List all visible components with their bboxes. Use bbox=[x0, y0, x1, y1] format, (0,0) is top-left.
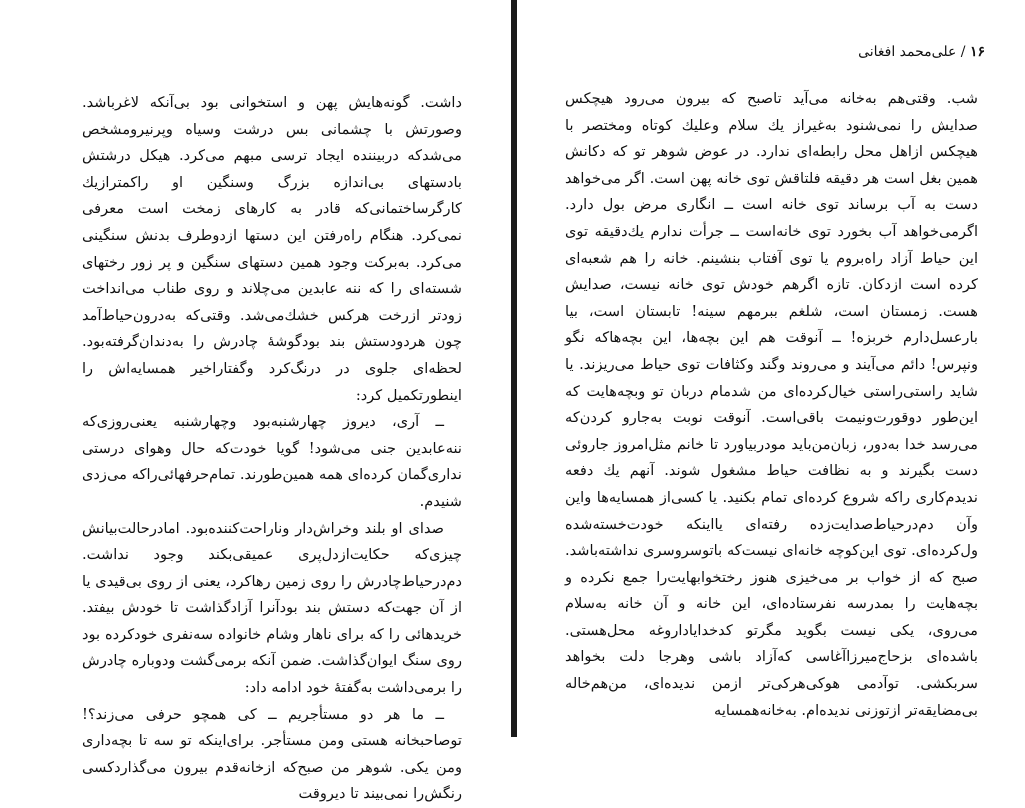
page-number: ۱۶ bbox=[969, 44, 985, 60]
left-page-text bbox=[82, 90, 462, 808]
paragraph: شب. وقتی‌هم به‌خانه می‌آید تاصبح که بیرون می‌رود هیچکس صدایش را نمی‌شنود به‌غیراز یك سلام وعلیك کوتاه ومختصر با هیچکس ازاهل محل رابطه‌ای ندارد. در عوض شوهر تو که دکانش همین بغل است هر دقیقه فلتاقش توی خانه پهن است. اگر می‌خواهد دست به آب برساند توی خانه است ــ انگاری مرض بول دارد. اگرمی‌خواهد آب بخورد توی خانه‌است ــ جرأت ندارم یك‌دقیقه توی این حیاط آزاد راه‌بروم یا توی آفتاب بنشینم. خانه را هم شعبه‌ای کرده است ازدکان. تازه اگرهم خودش توی خانه نیست، صدایش هست. زمستان است، شلغم ببرمهم سینه! تابستان است، بیا بارعسل‌دارم خربزه! ــ آنوقت هم این بچه‌ها، این بچه‌هاکه نگو ونپرس! دائم می‌آیند و می‌روند وگند وکثافات توی حیاط می‌ریزند. یا شاید راستی‌راستی خیال‌کرده‌ای من شدمام دربان تو وبچه‌هایت که این‌طور دوقورت‌ونیمت باقی‌است. آنوقت نوبت به‌جارو کردن‌که می‌رسد خدا به‌دور، زبان‌من‌باید مودربیاورد تا خانم مثل‌امروز جاروئی دست بگیرند و به نظافت حیاط مشغول شوند. آنهم یك دفعه ندیدم‌کاری راکه شروع کرده‌ای تمام بکنید. یا کسی‌از همسایه‌ها واین وآن دم‌درحیاط‌صدایت‌زده رفته‌ای یااینکه خودت‌خسته‌شده ول‌کرده‌ای. توی این‌کوچه خانه‌ای نیست‌که باتوسروسری نداشته‌باشد. صبح که از خواب بر می‌خیزی هنوز رختخوابهایت‌را جمع نکرده و بچه‌هایت را بمدرسه نفرستاده‌ای، این خانه و آن خانه به‌سلام می‌روی، یکی نیست بگوید مگرتو کدخدایاداروغه محل‌هستی. باشده‌ای بزحاج‌میرزاآغاسی که‌آزاد باشی وهرجا دلت بخواهد سربکشی. توآدمی هوکی‌هرکی‌تر ازمن ندیده‌ای، من‌هم‌خاله بی‌مضایقه‌تر ازتوزنی ندیده‌ام. به‌خانه‌همسایه bbox=[565, 90, 979, 719]
right-page-text bbox=[565, 86, 978, 724]
paragraph: داشت. گونه‌هایش پهن و استخوانی بود بی‌آنکه لاغرباشد. وصورتش با چشمانی بس درشت وسیاه وپرنیرومشخص می‌شدکه دربیننده ایجاد ترسی مبهم می‌کرد. هیکل درشتش بادستهای بی‌اندازه بزرگ وسنگین او راکمتر‌ازیك کارگرساختمانی‌که قادر به کارهای زمخت است معرفی نمی‌کرد. هنگام راه‌رفتن این دستها ازدوطرف بدنش سنگینی می‌کرد. به‌برکت وجود همین دستهای سنگین و پر زور رختهای شسته‌ای را که ننه عابدین می‌چلاند و روی طناب می‌انداخت زودتر ازرخت هرکس خشك‌می‌شد. وقتی‌که به‌درون‌حیاط‌آمد چون هردودستش بند بودگوشهٔ چادرش را به‌دندان‌گرفته‌بود. لحظه‌ای جلوی در درنگ‌کرد وگفتاراخیر همسایه‌اش را اینطورتکمیل کرد: bbox=[82, 94, 462, 404]
right-page bbox=[517, 0, 1025, 737]
paragraph: صدای او بلند وخراش‌دار وناراحت‌کننده‌بود. امادرحالت‌بیانش چیزی‌که حکایت‌ازدل‌پری عمیقی‌بکند وجود نداشت. دم‌درحیاط‌چادرش را روی زمین رها‌کرد، یعنی از روی بی‌قیدی یا از آن جهت‌که دستش بند بودآنرا آزادگذاشت تا خودش بیفتد. خریدهائی را که برای ناهار وشام خانواده سه‌نفری خودکرده بود روی سنگ ایوان‌گذاشت. ضمن آنکه برمی‌گشت ودوباره چادرش را برمی‌داشت به‌گفتهٔ خود ادامه داد: bbox=[82, 519, 462, 697]
left-page bbox=[0, 0, 512, 803]
paragraph: ــ ما هر دو مستأجریم ــ کی همچو حرفی می‌زند؟! توصاحبخانه هستی ومن مستأجر. برای‌اینکه تو سه تا بچه‌داری ومن یکی. شوهر من صبح‌که ازخانه‌قدم بیرون می‌گذاردکسی رنگش‌را نمی‌بیند تا دیروقت bbox=[82, 705, 462, 803]
running-header bbox=[858, 44, 985, 60]
author-name: علی‌محمد افغانی bbox=[858, 44, 957, 60]
header-separator: / bbox=[960, 44, 966, 60]
paragraph: ــ آری، دیروز چهارشنبه‌بود وچهارشنبه یعنی‌روزی‌که ننه‌عابدین جنی می‌شود! گویا خودت‌که حال وهوای درستی نداری‌گمان کرده‌ای همه همین‌طورند. تمام‌حرفهائی‌راکه می‌زدی شنیدم. bbox=[82, 413, 462, 510]
